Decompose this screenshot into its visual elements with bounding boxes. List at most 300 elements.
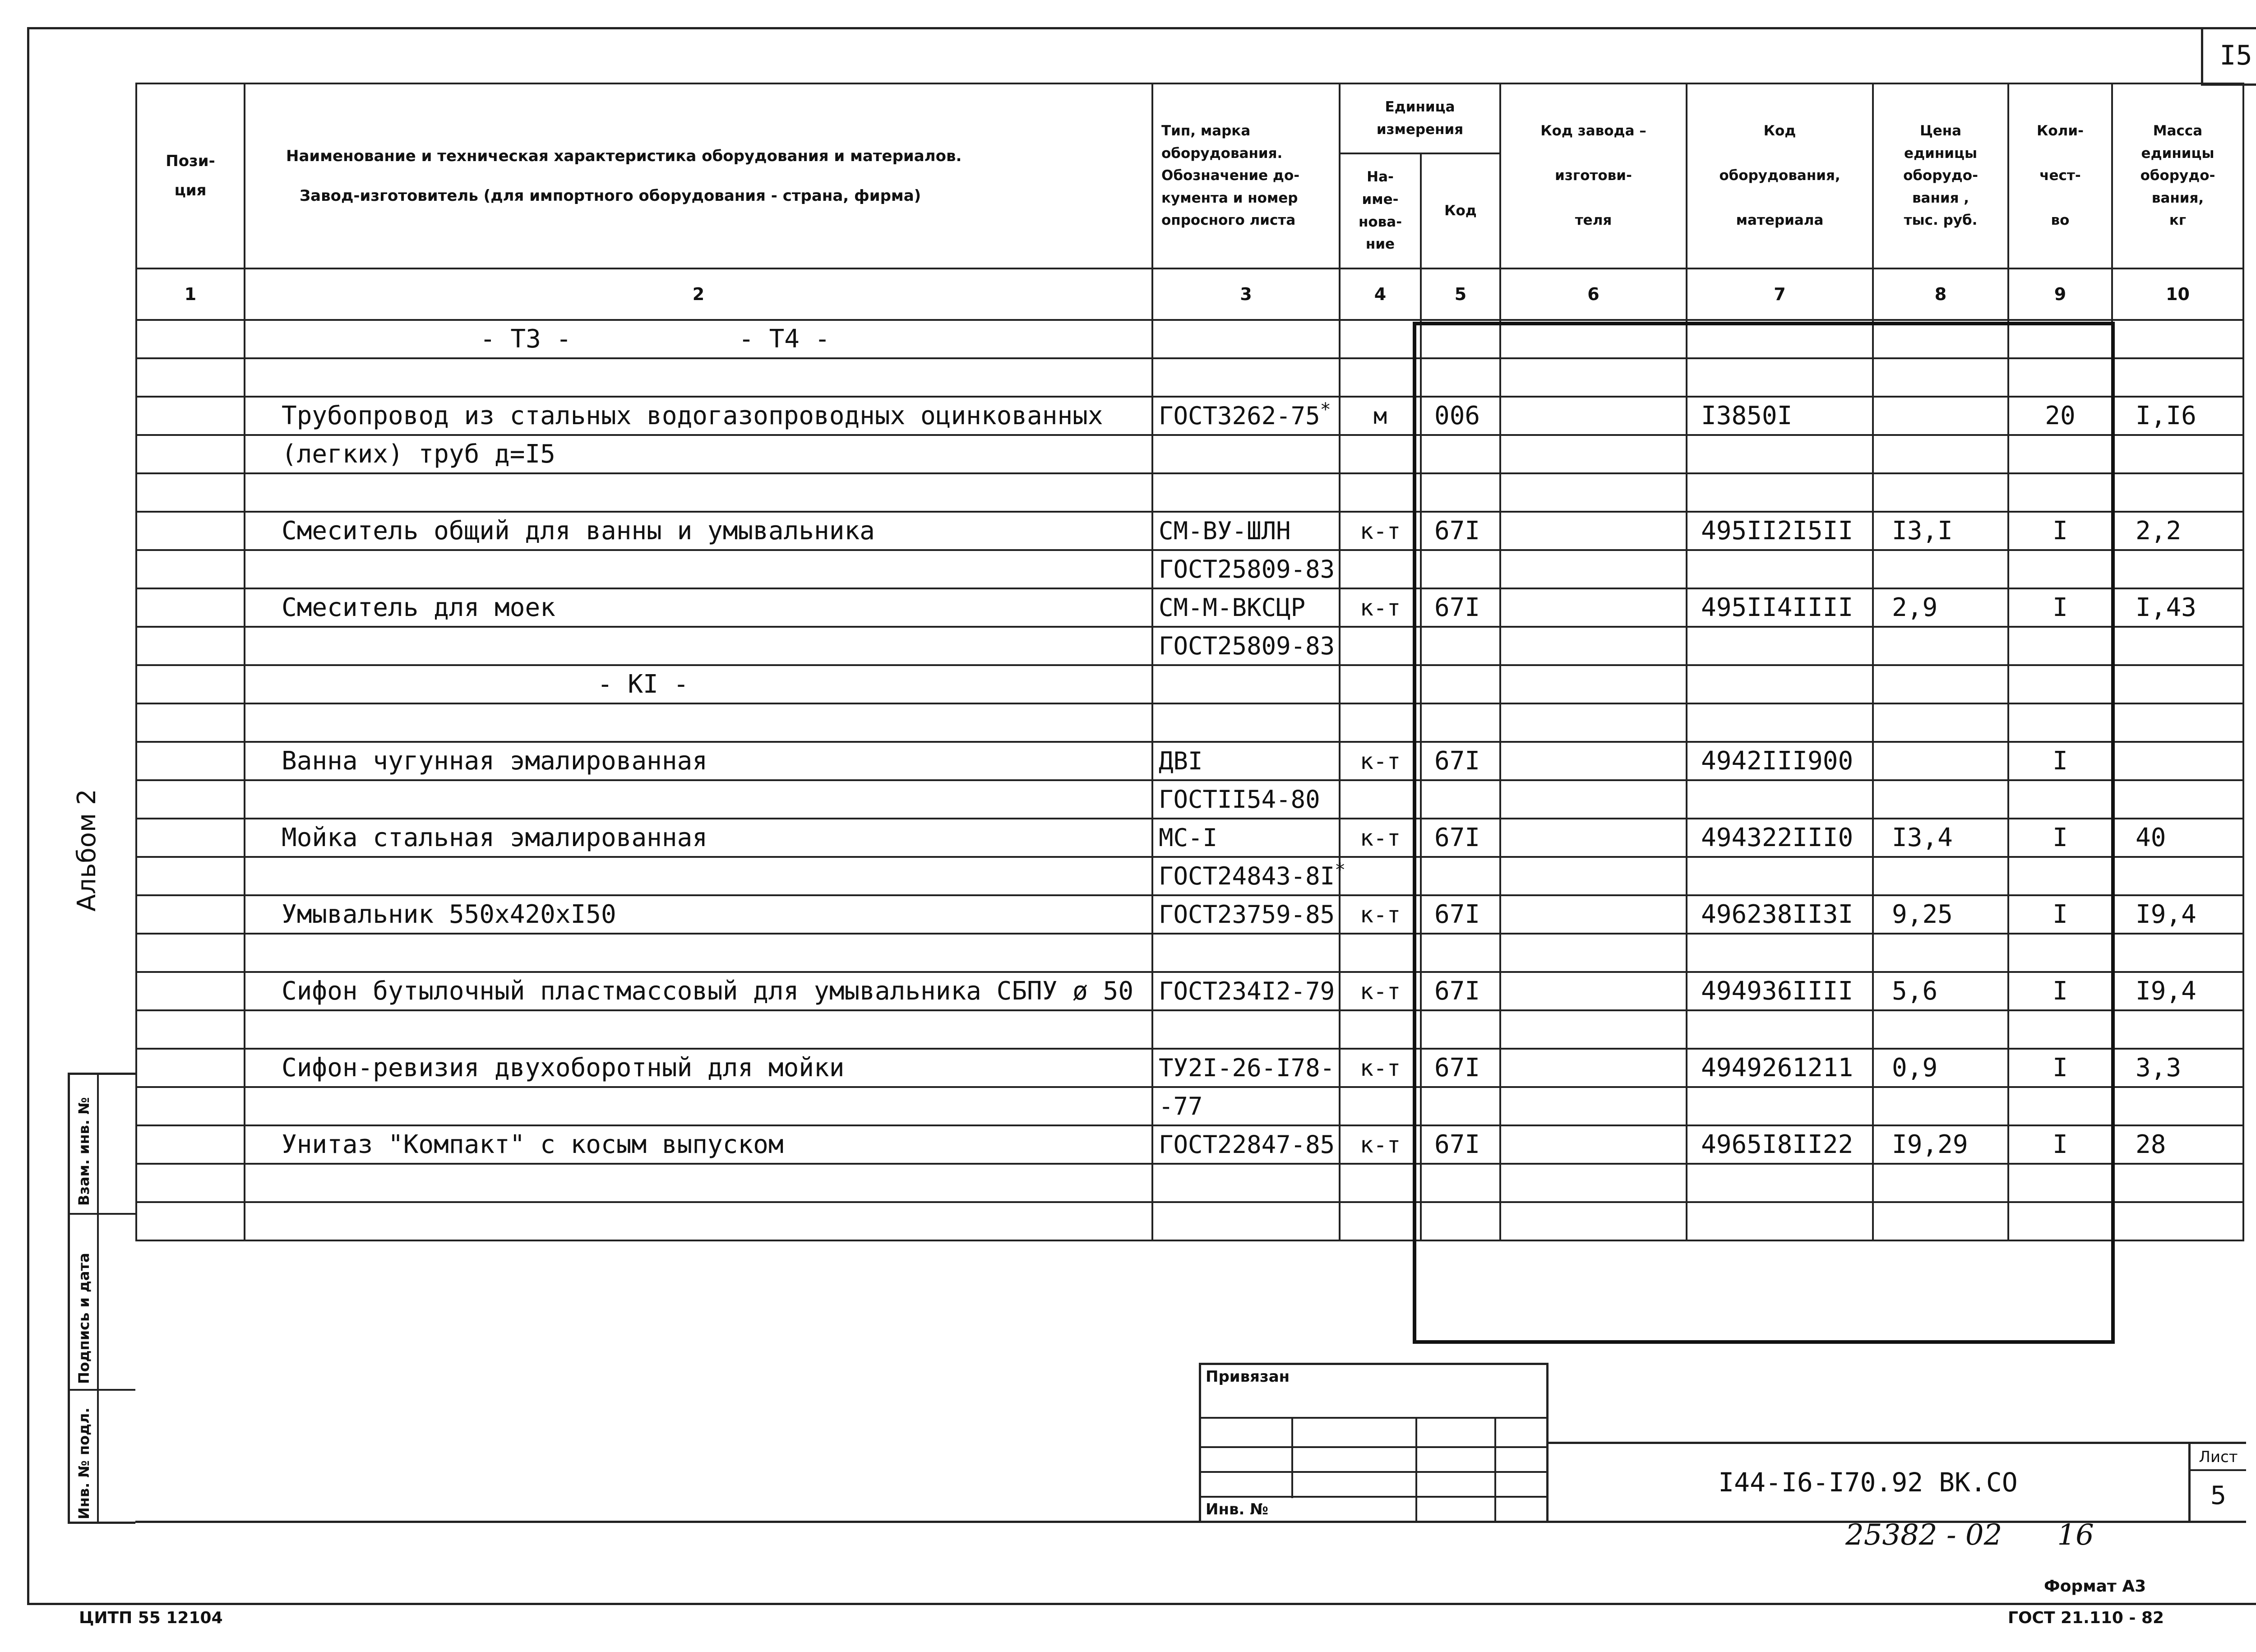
cell-col10 <box>2112 435 2243 473</box>
cell-col2 <box>245 934 1152 972</box>
cell-col9 <box>2008 780 2112 819</box>
cell-col6 <box>1500 857 1687 895</box>
header-plant-code-text: Код завода – изготови- теля <box>1540 123 1646 229</box>
cell-col8 <box>1873 703 2008 742</box>
cell-text: 5,6 <box>1892 976 1938 1006</box>
cell-text: 20 <box>2045 401 2076 430</box>
cell-col5 <box>1421 473 1500 512</box>
cell-col9 <box>2008 1202 2112 1240</box>
cell-col6 <box>1500 780 1687 819</box>
table-row <box>136 703 2243 742</box>
cell-col3 <box>1152 627 1340 665</box>
cell-col6 <box>1500 512 1687 550</box>
cell-col3 <box>1152 512 1340 550</box>
cell-col4 <box>1340 1164 1421 1202</box>
cell-text: ГОСТ25809-83 <box>1159 632 1335 660</box>
cell-col9 <box>2008 358 2112 397</box>
cell-col3 <box>1152 819 1340 857</box>
cell-col2 <box>245 550 1152 588</box>
privyazan-divider <box>1201 1417 1549 1419</box>
cell-col3 <box>1152 972 1340 1010</box>
header-unit-group <box>1340 83 1500 153</box>
cell-col6 <box>1500 627 1687 665</box>
cell-col1 <box>136 397 245 435</box>
format-label: Формат А3 <box>2044 1577 2146 1596</box>
header-quantity <box>2008 83 2112 268</box>
privyazan-vdivider <box>1494 1417 1496 1523</box>
cell-col3 <box>1152 1164 1340 1202</box>
table-row <box>136 358 2243 397</box>
cell-text: Унитаз "Компакт" с косым выпуском <box>282 1130 784 1159</box>
cell-col7 <box>1687 1202 1873 1240</box>
cell-col2 <box>245 703 1152 742</box>
album-label: Альбом 2 <box>72 789 102 912</box>
table-row <box>136 972 2243 1010</box>
cell-col5 <box>1421 1010 1500 1049</box>
cell-col7 <box>1687 780 1873 819</box>
cell-col6 <box>1500 397 1687 435</box>
cell-text: Сифон бутылочный пластмассовый для умывальника СБПУ ø 50 <box>282 976 1134 1006</box>
header-position-text: Пози- ция <box>166 152 215 199</box>
document-number: I44-I6-I70.92 ВК.СО <box>1548 1442 2188 1521</box>
cell-col4 <box>1340 972 1421 1010</box>
cell-text: ГОСТII54-80 <box>1159 785 1320 814</box>
cell-col2 <box>245 742 1152 780</box>
cell-text: м <box>1373 403 1387 429</box>
cell-col7 <box>1687 857 1873 895</box>
cell-text: 28 <box>2136 1130 2166 1159</box>
cell-text: к-т <box>1359 518 1401 544</box>
header-name <box>245 83 1152 268</box>
cell-text: ГОСТ22847-85 <box>1159 1130 1335 1159</box>
cell-col5 <box>1421 512 1500 550</box>
inv-no-label: Инв. № <box>1206 1500 1269 1518</box>
cell-col6 <box>1500 972 1687 1010</box>
header-unit-group-text: Единица измерения <box>1376 98 1464 138</box>
cell-col1 <box>136 512 245 550</box>
cell-text: ГОСТ24843-8I <box>1159 862 1335 890</box>
cell-col5 <box>1421 550 1500 588</box>
cell-col9 <box>2008 703 2112 742</box>
table-row <box>136 473 2243 512</box>
cell-text: 496238II3I <box>1701 900 1854 929</box>
cell-col8 <box>1873 742 2008 780</box>
cell-col3 <box>1152 550 1340 588</box>
cell-text: I,I6 <box>2136 401 2196 430</box>
cell-col10 <box>2112 972 2243 1010</box>
cell-col4 <box>1340 627 1421 665</box>
cell-col1 <box>136 435 245 473</box>
cell-col10 <box>2112 588 2243 627</box>
cell-col9 <box>2008 665 2112 703</box>
cell-text: 495II4IIII <box>1701 593 1854 622</box>
table-row <box>136 435 2243 473</box>
header-mass-text: Масса единицы оборудо- вания, кг <box>2140 123 2215 229</box>
cell-text: 3,3 <box>2136 1053 2182 1083</box>
cell-col9 <box>2008 627 2112 665</box>
privyazan-divider <box>1201 1471 1549 1473</box>
cell-col7 <box>1687 895 1873 934</box>
header-equipment-code-text: Код оборудования, материала <box>1719 123 1840 229</box>
cell-col8 <box>1873 780 2008 819</box>
cell-col5 <box>1421 703 1500 742</box>
cell-col8 <box>1873 397 2008 435</box>
cell-col5 <box>1421 780 1500 819</box>
cell-col7 <box>1687 473 1873 512</box>
privyazan-vdivider <box>1415 1417 1417 1523</box>
cell-col3 <box>1152 588 1340 627</box>
table-row <box>136 512 2243 550</box>
cell-col6 <box>1500 358 1687 397</box>
table-row <box>136 934 2243 972</box>
cell-col4 <box>1340 665 1421 703</box>
cell-col1 <box>136 665 245 703</box>
cell-text: I9,29 <box>1892 1130 1968 1159</box>
cell-text: Трубопровод из стальных водогазопроводных оцинкованных <box>282 401 1103 430</box>
cell-col9 <box>2008 742 2112 780</box>
cell-col2 <box>245 780 1152 819</box>
cell-text: к-т <box>1359 824 1401 851</box>
cell-col9 <box>2008 1087 2112 1125</box>
header-name-line2: Завод-изготовитель (для импортного оборудования - страна, фирма) <box>300 187 921 205</box>
strip-inv-cell <box>70 1391 135 1524</box>
cell-col9 <box>2008 1125 2112 1164</box>
cell-text: I <box>2053 976 2068 1006</box>
cell-col8 <box>1873 473 2008 512</box>
cell-col3 <box>1152 473 1340 512</box>
header-quantity-text: Коли- чест- во <box>2037 123 2084 229</box>
cell-col10 <box>2112 512 2243 550</box>
cell-col6 <box>1500 934 1687 972</box>
cell-col2 <box>245 512 1152 550</box>
privyazan-label: Привязан <box>1206 1368 1290 1386</box>
column-number: 4 <box>1340 268 1421 320</box>
table-row <box>136 857 2243 895</box>
privyazan-block <box>1199 1363 1549 1521</box>
cell-col5 <box>1421 1164 1500 1202</box>
cell-text: 67I <box>1434 1053 1480 1083</box>
cell-col8 <box>1873 1164 2008 1202</box>
cell-col3 <box>1152 780 1340 819</box>
cell-col10 <box>2112 1087 2243 1125</box>
cell-col1 <box>136 742 245 780</box>
cell-col9 <box>2008 435 2112 473</box>
cell-text: - T3 - - T4 - <box>480 324 830 354</box>
cell-col10 <box>2112 934 2243 972</box>
cell-col9 <box>2008 397 2112 435</box>
cell-text: (легких) труб д=I5 <box>282 440 555 469</box>
cell-col3 <box>1152 895 1340 934</box>
cell-col2 <box>245 1010 1152 1049</box>
table-row <box>136 550 2243 588</box>
header-price-text: Цена единицы оборудо- вания , тыс. руб. <box>1903 123 1978 229</box>
cell-text: I <box>2053 593 2068 622</box>
cell-col6 <box>1500 895 1687 934</box>
cell-col3 <box>1152 397 1340 435</box>
cell-col1 <box>136 780 245 819</box>
table-row <box>136 1049 2243 1087</box>
strip-podpis-label: Подпись и дата <box>75 1253 92 1384</box>
cell-text: к-т <box>1359 594 1401 621</box>
cell-col1 <box>136 819 245 857</box>
cell-col5 <box>1421 397 1500 435</box>
cell-col5 <box>1421 358 1500 397</box>
column-number: 8 <box>1873 268 2008 320</box>
column-number: 5 <box>1421 268 1500 320</box>
cell-col8 <box>1873 358 2008 397</box>
cell-col9 <box>2008 857 2112 895</box>
cell-col5 <box>1421 627 1500 665</box>
cell-col2 <box>245 473 1152 512</box>
cell-col2 <box>245 1049 1152 1087</box>
cell-col3 <box>1152 1049 1340 1087</box>
cell-col4 <box>1340 435 1421 473</box>
cell-col10 <box>2112 1164 2243 1202</box>
cell-col6 <box>1500 588 1687 627</box>
cell-col7 <box>1687 819 1873 857</box>
cell-col8 <box>1873 435 2008 473</box>
table-row <box>136 895 2243 934</box>
table-row <box>136 1125 2243 1164</box>
cell-text: I <box>2053 823 2068 852</box>
privyazan-divider <box>1201 1446 1549 1448</box>
cell-col10 <box>2112 895 2243 934</box>
cell-col1 <box>136 1049 245 1087</box>
citp-label: ЦИТП 55 12104 <box>79 1609 223 1627</box>
cell-col7 <box>1687 1049 1873 1087</box>
cell-text: I3850I <box>1701 401 1793 430</box>
cell-text: Ванна чугунная эмалированная <box>282 746 708 776</box>
cell-col7 <box>1687 627 1873 665</box>
cell-col2 <box>245 972 1152 1010</box>
cell-col10 <box>2112 742 2243 780</box>
table-body <box>136 320 2243 1240</box>
cell-col10 <box>2112 550 2243 588</box>
header-type <box>1152 83 1340 268</box>
cell-text: 67I <box>1434 976 1480 1006</box>
cell-col1 <box>136 972 245 1010</box>
cell-col5 <box>1421 895 1500 934</box>
cell-text: 67I <box>1434 746 1480 776</box>
cell-col4 <box>1340 895 1421 934</box>
cell-col9 <box>2008 1010 2112 1049</box>
strip-vzam-cell <box>70 1075 135 1215</box>
cell-col8 <box>1873 895 2008 934</box>
cell-col5 <box>1421 665 1500 703</box>
cell-text: Смеситель общий для ванны и умывальника <box>282 516 875 546</box>
cell-col7 <box>1687 550 1873 588</box>
cell-text: I <box>2053 746 2068 776</box>
cell-col3 <box>1152 934 1340 972</box>
cell-text: 494322III0 <box>1701 823 1854 852</box>
cell-col2 <box>245 1164 1152 1202</box>
strip-podpis-cell <box>70 1215 135 1391</box>
header-unit-code-text: Код <box>1444 202 1477 219</box>
cell-col4 <box>1340 1087 1421 1125</box>
table-row <box>136 1202 2243 1240</box>
header-unit-name <box>1340 153 1421 268</box>
cell-col4 <box>1340 1202 1421 1240</box>
cell-text: 4942III900 <box>1701 746 1854 776</box>
cell-text: 9,25 <box>1892 900 1953 929</box>
cell-text: Смеситель для моек <box>282 593 555 622</box>
cell-col4 <box>1340 934 1421 972</box>
cell-col6 <box>1500 742 1687 780</box>
cell-col10 <box>2112 1049 2243 1087</box>
privyazan-vdivider <box>1291 1417 1293 1498</box>
header-price <box>1873 83 2008 268</box>
cell-col5 <box>1421 857 1500 895</box>
column-number: 10 <box>2112 268 2243 320</box>
cell-col5 <box>1421 1202 1500 1240</box>
cell-col1 <box>136 473 245 512</box>
privyazan-divider <box>1201 1496 1549 1498</box>
cell-col8 <box>1873 1202 2008 1240</box>
cell-col6 <box>1500 1049 1687 1087</box>
cell-col1 <box>136 934 245 972</box>
cell-col4 <box>1340 703 1421 742</box>
cell-col10 <box>2112 703 2243 742</box>
asterisk-mark: * <box>1320 399 1331 420</box>
cell-col10 <box>2112 1202 2243 1240</box>
column-number: 2 <box>245 268 1152 320</box>
cell-text: ТУ2I-26-I78- <box>1159 1054 1335 1082</box>
cell-col1 <box>136 1125 245 1164</box>
cell-col1 <box>136 588 245 627</box>
sheet-list-label: Лист <box>2191 1444 2246 1471</box>
cell-text: СМ-М-ВКСЦР <box>1159 593 1306 622</box>
cell-col4 <box>1340 397 1421 435</box>
cell-col7 <box>1687 703 1873 742</box>
cell-text: I <box>2053 1130 2068 1159</box>
cell-text: 2,9 <box>1892 593 1938 622</box>
cell-col4 <box>1340 1010 1421 1049</box>
cell-col1 <box>136 627 245 665</box>
table-row <box>136 1087 2243 1125</box>
cell-text: СМ-ВУ-ШЛН <box>1159 517 1291 545</box>
cell-col10 <box>2112 1125 2243 1164</box>
column-number: 9 <box>2008 268 2112 320</box>
cell-text: Сифон-ревизия двухоборотный для мойки <box>282 1053 845 1083</box>
cell-col4 <box>1340 1125 1421 1164</box>
cell-text: 67I <box>1434 900 1480 929</box>
cell-col10 <box>2112 665 2243 703</box>
cell-text: ДВI <box>1159 747 1203 775</box>
cell-col7 <box>1687 1164 1873 1202</box>
cell-text: ГОСТ23759-85 <box>1159 900 1335 929</box>
header-type-text: Тип, марка оборудования. Обозначение до- кумента и номер опросного листа <box>1161 123 1300 229</box>
cell-col3 <box>1152 1010 1340 1049</box>
cell-col3 <box>1152 1087 1340 1125</box>
handwritten-archive-number: 25382 - 02 16 <box>1845 1518 2094 1552</box>
header-mass <box>2112 83 2243 268</box>
cell-col4 <box>1340 780 1421 819</box>
cell-col2 <box>245 895 1152 934</box>
cell-col6 <box>1500 1087 1687 1125</box>
cell-col1 <box>136 320 245 358</box>
cell-col9 <box>2008 934 2112 972</box>
cell-col10 <box>2112 397 2243 435</box>
cell-col8 <box>1873 588 2008 627</box>
cell-col7 <box>1687 435 1873 473</box>
cell-col2 <box>245 397 1152 435</box>
cell-col8 <box>1873 1087 2008 1125</box>
cell-text: ГОСТ234I2-79 <box>1159 977 1335 1005</box>
cell-col8 <box>1873 857 2008 895</box>
table-row <box>136 665 2243 703</box>
cell-col4 <box>1340 588 1421 627</box>
cell-col8 <box>1873 550 2008 588</box>
cell-text: I3,4 <box>1892 823 1953 852</box>
cell-col5 <box>1421 819 1500 857</box>
cell-col6 <box>1500 550 1687 588</box>
table-row <box>136 320 2243 358</box>
cell-col8 <box>1873 1125 2008 1164</box>
cell-col2 <box>245 627 1152 665</box>
cell-col7 <box>1687 934 1873 972</box>
column-number: 1 <box>136 268 245 320</box>
table-row <box>136 1164 2243 1202</box>
cell-col8 <box>1873 512 2008 550</box>
cell-col7 <box>1687 1010 1873 1049</box>
cell-text: 4949261211 <box>1701 1053 1854 1083</box>
cell-text: - KI - <box>597 670 689 699</box>
cell-text: 40 <box>2136 823 2166 852</box>
cell-col6 <box>1500 703 1687 742</box>
table-row <box>136 397 2243 435</box>
cell-col10 <box>2112 358 2243 397</box>
cell-col8 <box>1873 934 2008 972</box>
header-unit-code <box>1421 153 1500 268</box>
cell-col1 <box>136 1010 245 1049</box>
cell-col2 <box>245 1087 1152 1125</box>
cell-col2 <box>245 1202 1152 1240</box>
column-number: 6 <box>1500 268 1687 320</box>
cell-col3 <box>1152 435 1340 473</box>
asterisk-mark: * <box>1335 860 1346 880</box>
cell-col9 <box>2008 1049 2112 1087</box>
cell-col3 <box>1152 320 1340 358</box>
cell-col3 <box>1152 1125 1340 1164</box>
cell-col7 <box>1687 358 1873 397</box>
cell-text: 495II2I5II <box>1701 516 1854 546</box>
sheet-list-value: 5 <box>2210 1481 2227 1510</box>
cell-text: 4965I8II22 <box>1701 1130 1854 1159</box>
cell-col6 <box>1500 435 1687 473</box>
header-unit-name-text: На- име- нова- ние <box>1358 169 1402 253</box>
cell-text: I <box>2053 900 2068 929</box>
cell-col6 <box>1500 1125 1687 1164</box>
strip-vzam-label: Взам. инв. № <box>75 1097 92 1206</box>
cell-text: 67I <box>1434 593 1480 622</box>
column-number: 7 <box>1687 268 1873 320</box>
cell-col1 <box>136 550 245 588</box>
cell-col6 <box>1500 1164 1687 1202</box>
table-row <box>136 742 2243 780</box>
cell-col9 <box>2008 320 2112 358</box>
cell-col3 <box>1152 358 1340 397</box>
cell-col9 <box>2008 819 2112 857</box>
cell-text: I3,I <box>1892 516 1953 546</box>
cell-text: 67I <box>1434 823 1480 852</box>
cell-col4 <box>1340 857 1421 895</box>
cell-col10 <box>2112 819 2243 857</box>
cell-col9 <box>2008 588 2112 627</box>
cell-col10 <box>2112 1010 2243 1049</box>
cell-text: 2,2 <box>2136 516 2182 546</box>
cell-col7 <box>1687 397 1873 435</box>
cell-text: к-т <box>1359 901 1401 928</box>
